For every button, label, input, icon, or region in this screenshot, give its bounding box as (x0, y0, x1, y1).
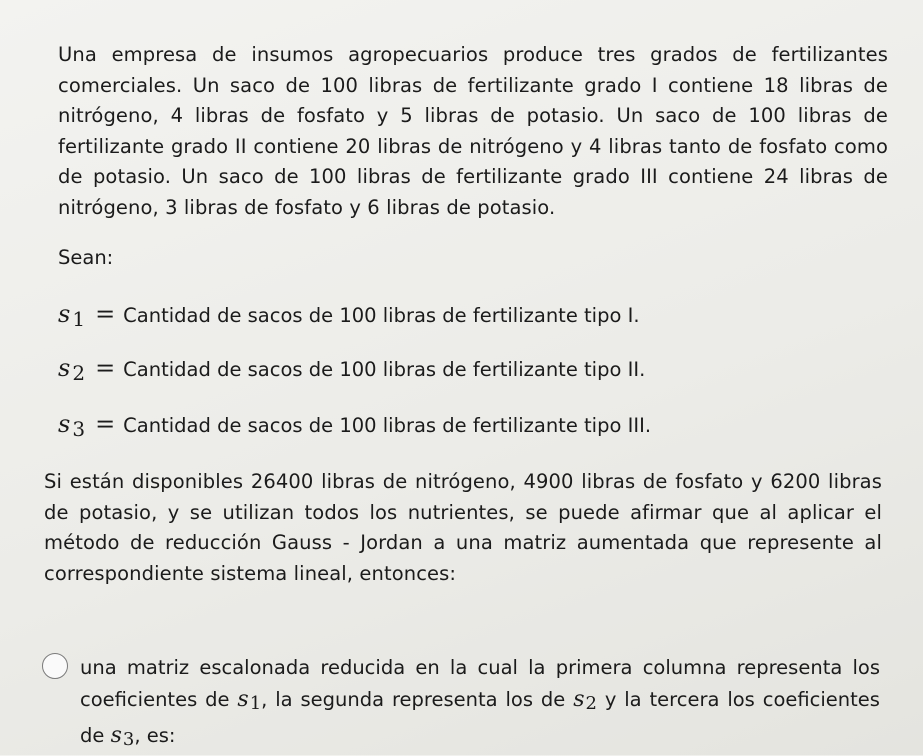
radio-button[interactable] (42, 653, 68, 679)
equals-sign: = (95, 410, 116, 438)
equals-sign: = (95, 300, 116, 328)
variable-s1: $s_1$ (237, 687, 262, 714)
question-condition: Si están disponibles 26400 libras de nitrógeno, 4900 libras de fosfato y 6200 libras de potasio, y se utilizan todos los nutrientes, se puede afirmar que al aplicar el método de reducción Gauss - Jordan a una matriz aumentada que represente al correspondiente sistema lineal, entonces: (44, 470, 882, 585)
definition-s2 (58, 354, 645, 385)
problem-statement: Una empresa de insumos agropecuarios produce tres grados de fertilizantes comerciales. Un saco de 100 libras de fertilizante grado I contiene 18 libras de nitrógeno, 4 libras de fosfato y 5 libras de potasio. Un saco de 100 libras de fertilizante grado II contiene 20 libras de nitrógeno y 4 libras tanto de fosfato como de potasio. Un saco de 100 libras de fertilizante grado III contiene 24 libras de nitrógeno, 3 libras de fosfato y 6 libras de potasio. (58, 43, 888, 219)
definition-s3 (58, 410, 651, 441)
answer-option[interactable] (42, 652, 882, 756)
variable-s3: s $_3$ (58, 410, 86, 441)
definitions-label: Sean: (58, 246, 114, 269)
equals-sign: = (95, 354, 116, 382)
definition-text: Cantidad de sacos de 100 libras de fertilizante tipo II. (123, 358, 646, 381)
answer-option-text: una matriz escalonada reducida en la cual la primera columna representa los coeficientes de $s_1$, la segunda representa los de $s_2$ y la tercera los coeficientes de $s_3$, es: (80, 656, 880, 750)
variable-s1: s $_1$ (58, 300, 86, 331)
definition-text: Cantidad de sacos de 100 libras de fertilizante tipo III. (123, 414, 652, 437)
variable-s2: $s_2$ (573, 687, 597, 714)
definition-text: Cantidad de sacos de 100 libras de fertilizante tipo I. (123, 304, 640, 327)
variable-s3: $s_3$ (110, 723, 135, 750)
definition-s1 (58, 300, 640, 331)
variable-s2: s $_2$ (58, 354, 86, 385)
